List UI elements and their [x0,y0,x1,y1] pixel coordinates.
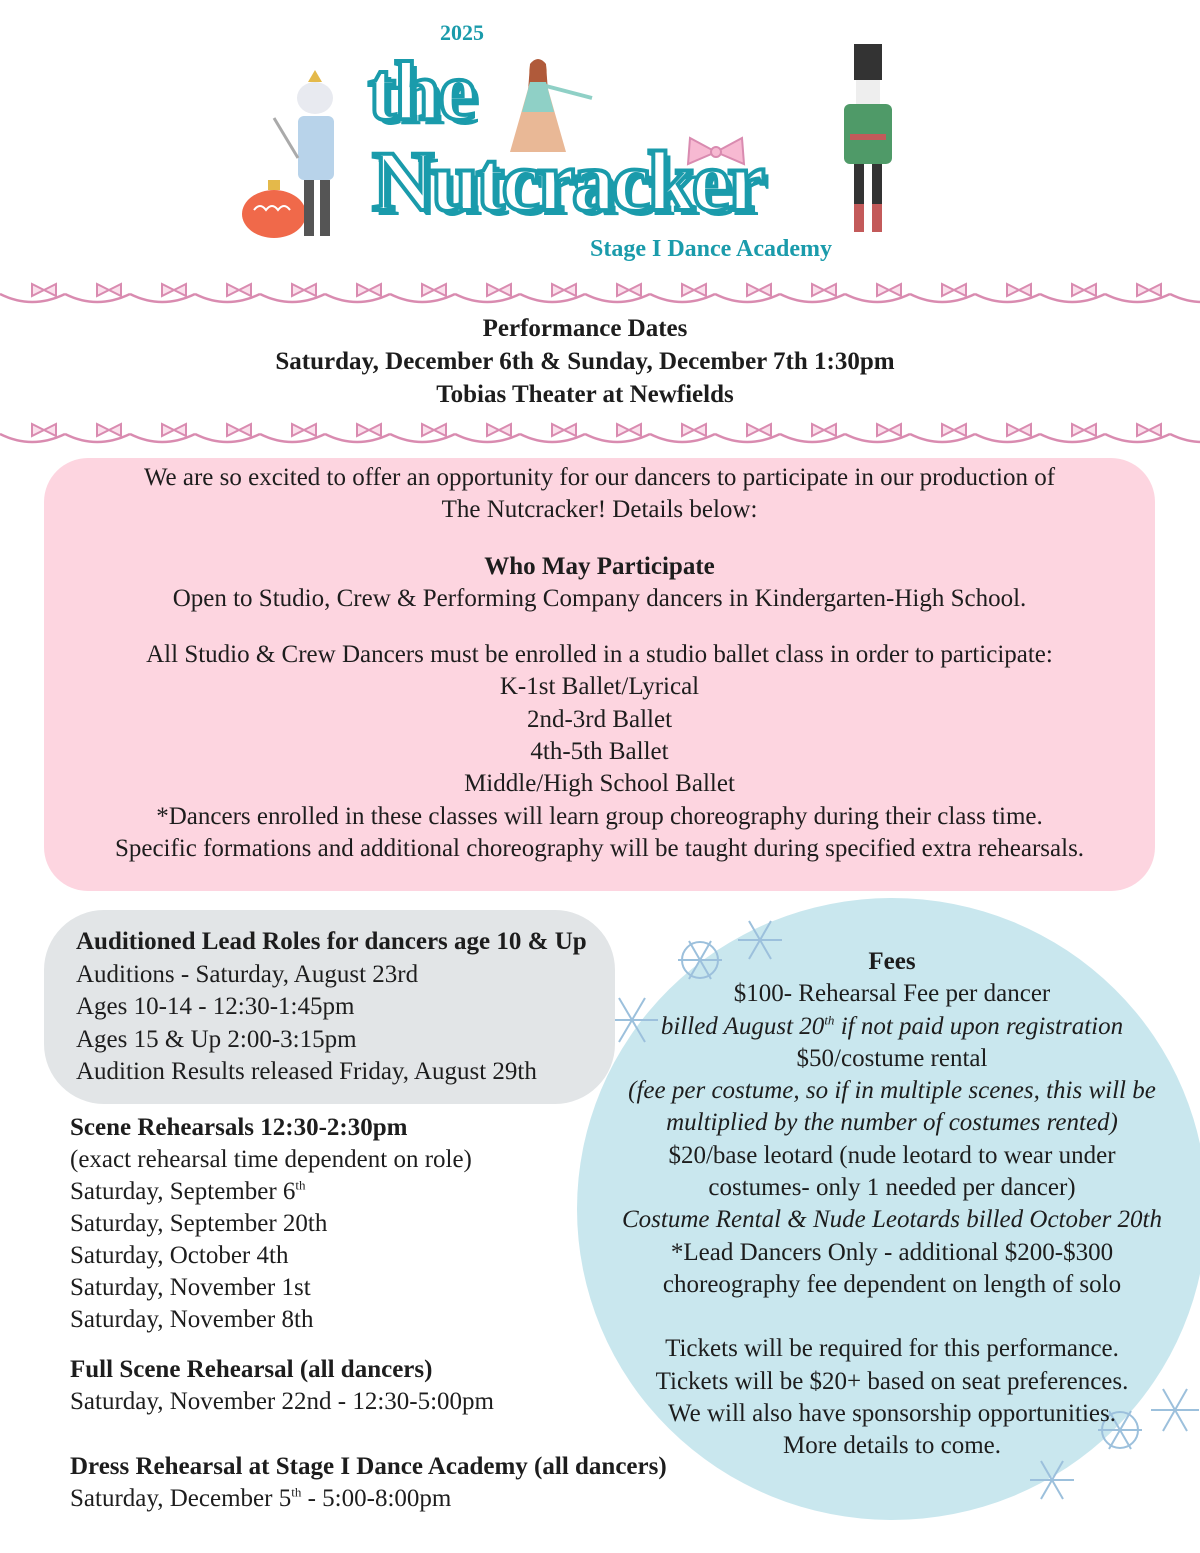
fee-line: Costume Rental & Nude Leotards billed October 20th [622,1206,1163,1234]
logo-title-nutcracker: Nutcracker [372,133,763,229]
ticket-line: We will also have sponsorship opportunities. [668,1399,1116,1427]
full-rehearsal [70,1354,494,1418]
fee-line: costumes- only 1 needed per dancer) [708,1174,1076,1202]
audition-line: Ages 10-14 - 12:30-1:45pm [76,993,355,1020]
logo-title-the: the [368,45,474,138]
rehearsal-date: Saturday, October 4th [70,1242,289,1269]
intro-text [44,462,1155,865]
fee-sup: th [824,1012,835,1028]
scene-rehearsals [70,1112,472,1336]
dress-rehearsal-heading: Dress Rehearsal at Stage I Dance Academy (all dancers) [70,1453,667,1480]
ribbon-divider-bottom [0,420,1200,450]
fee-line: if not paid upon registration [834,1012,1124,1040]
rehearsal-date: Saturday, November 1st [70,1274,311,1301]
who-text: Open to Studio, Crew & Performing Company dancers in Kindergarten-High School. [172,584,1027,612]
fee-line: billed August 20 [660,1012,825,1040]
audition-line: Audition Results released Friday, August 29th [76,1058,537,1085]
class-item: K-1st Ballet/Lyrical [499,673,700,701]
note: *Dancers enrolled in these classes will learn group choreography during their class time. [156,802,1043,830]
ticket-line: Tickets will be $20+ based on seat preferences. [655,1367,1129,1395]
performance-dates: Saturday, December 6th & Sunday, December 7th 1:30pm [275,348,895,375]
who-heading: Who May Participate [484,552,715,580]
dress-rehearsal-date: Saturday, December 5 [70,1485,292,1512]
fee-line: $100- Rehearsal Fee per dancer [733,980,1051,1008]
intro-line: The Nutcracker! Details below: [441,496,758,524]
fee-line: $20/base leotard (nude leotard to wear under [668,1141,1116,1169]
date-sup: th [291,1484,302,1500]
ticket-line: Tickets will be required for this performance. [665,1335,1119,1363]
performance-heading: Performance Dates [482,315,688,342]
performance-venue: Tobias Theater at Newfields [436,381,734,408]
note: Specific formations and additional choreography will be taught during specified extra rehearsals. [114,834,1085,862]
academy-name: Stage I Dance Academy [590,236,832,262]
fee-line: (fee per costume, so if in multiple scenes, this will be [628,1077,1156,1105]
class-item: Middle/High School Ballet [464,770,735,798]
scene-note: (exact rehearsal time dependent on role) [70,1146,472,1173]
fee-line: choreography fee dependent on length of solo [662,1270,1122,1298]
rehearsal-date: Saturday, November 8th [70,1306,314,1333]
fees-text [622,946,1162,1462]
date-sup: th [295,1177,306,1193]
ticket-line: More details to come. [783,1432,1001,1460]
full-rehearsal-heading: Full Scene Rehearsal (all dancers) [70,1356,433,1383]
full-rehearsal-date: Saturday, November 22nd - 12:30-5:00pm [70,1388,494,1415]
fee-line: *Lead Dancers Only - additional $200-$300 [670,1238,1114,1266]
requirement: All Studio & Crew Dancers must be enrolled in a studio ballet class in order to participate: [146,641,1053,669]
auditions-text [76,926,587,1089]
logo-year: 2025 [440,20,484,45]
performance-info [0,312,1170,411]
class-item: 2nd-3rd Ballet [526,705,673,733]
fee-line: $50/costume rental [796,1044,988,1072]
scene-heading: Scene Rehearsals 12:30-2:30pm [70,1114,408,1141]
dress-rehearsal [70,1451,667,1515]
rehearsal-date: Saturday, September 6 [70,1178,296,1205]
nutcracker-illustration [836,40,900,235]
ribbon-divider-top [0,280,1200,310]
intro-line: We are so excited to offer an opportunity for our dancers to participate in our production of [143,464,1056,491]
fees-heading: Fees [868,948,916,975]
mouse-king-illustration [270,68,360,238]
class-item: 4th-5th Ballet [530,738,669,766]
audition-line: Auditions - Saturday, August 23rd [76,960,419,988]
fee-line: multiplied by the number of costumes rented) [666,1109,1118,1137]
auditions-heading: Auditioned Lead Roles for dancers age 10 & Up [76,928,587,955]
audition-line: Ages 15 & Up 2:00-3:15pm [76,1025,357,1053]
dress-rehearsal-time: - 5:00-8:00pm [301,1485,452,1512]
rehearsal-date: Saturday, September 20th [70,1210,328,1237]
